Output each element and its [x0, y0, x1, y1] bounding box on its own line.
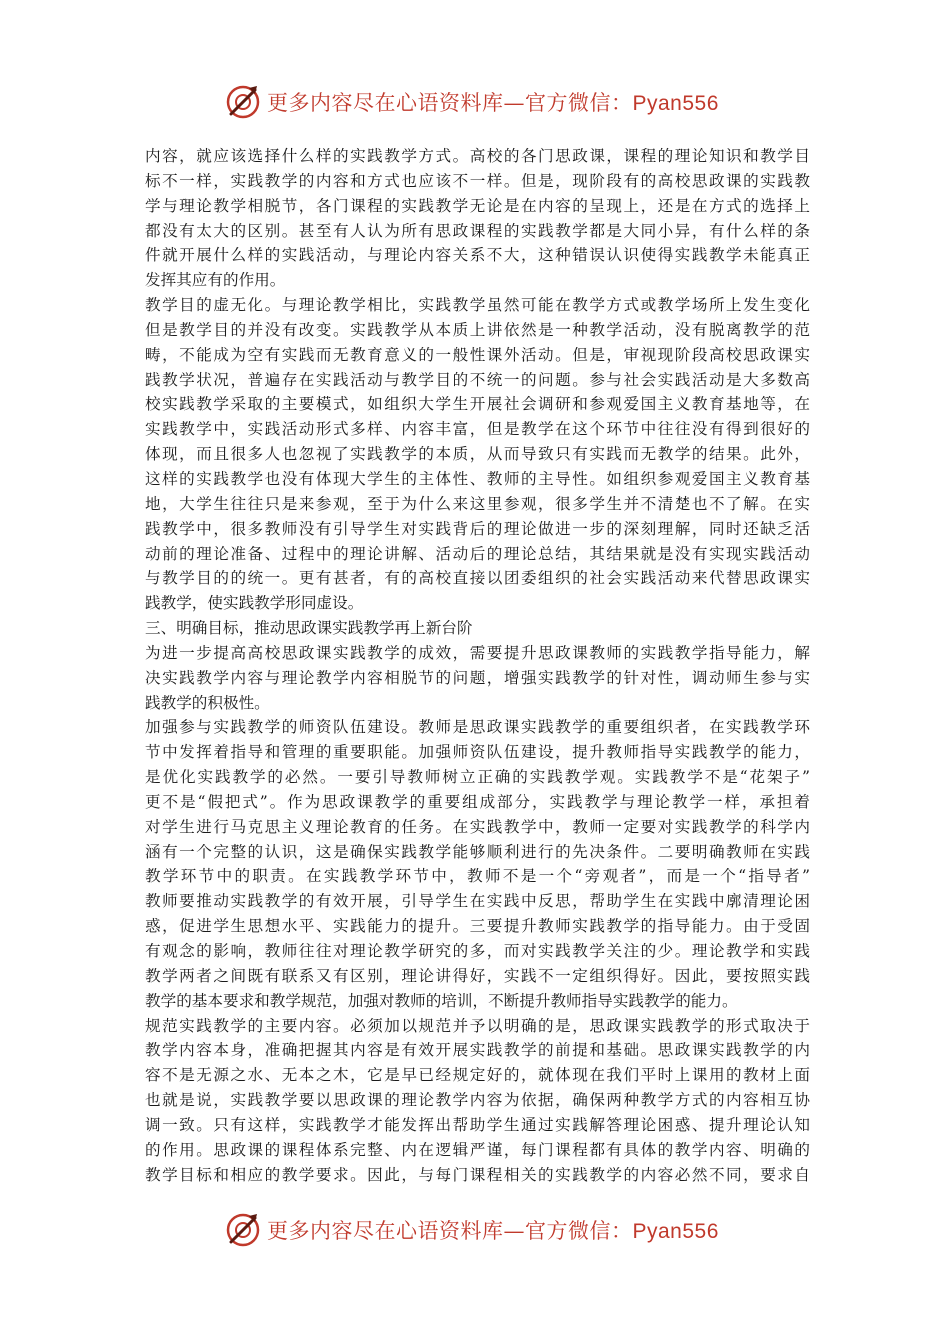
banner-wechat-id: Pyan556: [632, 1220, 719, 1243]
text-line: 容不是无源之水、无本之木，它是早已经规定好的，就体现在我们平时上课用的教材上面: [145, 1066, 810, 1085]
text-line: 规范实践教学的主要内容。必须加以规范并予以明确的是，思政课实践教学的形式取决于: [145, 1016, 810, 1035]
text-line: 践教学状况，普遍存在实践活动与教学目的不统一的问题。参与社会实践活动是大多数高: [145, 370, 810, 389]
text-line: 践教学的积极性。: [145, 693, 270, 712]
text-line: 但是教学目的并没有改变。实践教学从本质上讲依然是一种教学活动，没有脱离教学的范: [145, 320, 810, 339]
logo-icon: [225, 1212, 261, 1248]
text-line: 发挥其应有的作用。: [145, 271, 286, 290]
text-line: 学与理论教学相脱节，各门课程的实践教学无论是在内容的呈现上，还是在方式的选择上: [145, 196, 810, 215]
text-line: 践教学，使实践教学形同虚设。: [145, 594, 364, 613]
text-line: 标不一样，实践教学的内容和方式也应该不一样。但是，现阶段有的高校思政课的实践教: [145, 171, 810, 190]
text-line: 决实践教学内容与理论教学内容相脱节的问题，增强实践教学的针对性，调动师生参与实: [145, 668, 810, 687]
text-line: 为进一步提高高校思政课实践教学的成效，需要提升思政课教师的实践教学指导能力，解: [145, 643, 810, 662]
text-line: 涵有一个完整的认识，这是确保实践教学能够顺利进行的先决条件。二要明确教师在实践: [145, 842, 810, 861]
text-line: 与教学目的的统一。更有甚者，有的高校直接以团委组织的社会实践活动来代替思政课实: [145, 569, 810, 588]
banner-wechat-id: Pyan556: [632, 92, 719, 115]
text-line: 内容，就应该选择什么样的实践教学方式。高校的各门思政课，课程的理论知识和教学目: [145, 147, 810, 165]
text-line: 惑，促进学生思想水平、实践能力的提升。三要提升教师实践教学的指导能力。由于受固: [145, 917, 810, 936]
text-line: 这样的实践教学也没有体现大学生的主体性、教师的主导性。如组织参观爱国主义教育基: [145, 469, 810, 488]
text-line: 教学目的虚无化。与理论教学相比，实践教学虽然可能在教学方式或教学场所上发生变化: [145, 296, 810, 315]
text-line: 教学内容本身，准确把握其内容是有效开展实践教学的前提和基础。思政课实践教学的内: [145, 1041, 810, 1060]
text-line: 都没有太大的区别。甚至有人认为所有思政课程的实践教学都是大同小异，有什么样的条: [145, 221, 810, 240]
text-line: 畴，不能成为空有实践而无教育意义的一般性课外活动。但是，审视现阶段高校思政课实: [145, 345, 810, 364]
text-line: 更不是“假把式”。作为思政课教学的重要组成部分，实践教学与理论教学一样，承担着: [145, 792, 810, 811]
text-line: 教学两者之间既有联系又有区别，理论讲得好，实践不一定组织得好。因此，要按照实践: [145, 966, 810, 985]
text-line: 节中发挥着指导和管理的重要职能。加强师资队伍建设，提升教师指导实践教学的能力，: [145, 743, 810, 762]
text-line: 三、明确目标，推动思政课实践教学再上新台阶: [145, 619, 473, 638]
text-line: 的作用。思政课的课程体系完整、内在逻辑严谨，每门课程都有具体的教学内容、明确的: [145, 1140, 810, 1159]
text-line: 教学的基本要求和教学规范，加强对教师的培训，不断提升教师指导实践教学的能力。: [145, 991, 738, 1010]
text-line: 调一致。只有这样，实践教学才能发挥出帮助学生通过实践解答理论困惑、提升理论认知: [145, 1115, 810, 1134]
banner-text: [267, 87, 719, 117]
text-line: 对学生进行马克思主义理论教育的任务。在实践教学中，教师一定要对实践教学的科学内: [145, 817, 810, 836]
footer-banner: [225, 1210, 745, 1250]
logo-icon: [225, 84, 261, 120]
header-banner: [225, 82, 745, 122]
document-body: [145, 144, 810, 1187]
text-line: 教师要推动实践教学的有效开展，引导学生在实践中反思，帮助学生在实践中廓清理论困: [145, 892, 810, 911]
text-line: 实践教学中，实践活动形式多样、内容丰富，但是教学在这个环节中往往没有得到很好的: [145, 420, 810, 439]
text-line: 是优化实践教学的必然。一要引导教师树立正确的实践教学观。实践教学不是“花架子”: [145, 768, 810, 787]
text-line: 校实践教学采取的主要模式，如组织大学生开展社会调研和参观爱国主义教育基地等，在: [145, 395, 810, 414]
text-line: 件就开展什么样的实践活动，与理论内容关系不大，这种错误认识使得实践教学未能真正: [145, 246, 810, 265]
text-line: 加强参与实践教学的师资队伍建设。教师是思政课实践教学的重要组织者，在实践教学环: [145, 718, 810, 737]
banner-label: 更多内容尽在心语资料库—官方微信：: [267, 91, 633, 115]
text-line: 有观念的影响，教师往往对理论教学研究的多，而对实践教学关注的少。理论教学和实践: [145, 942, 810, 960]
banner-label: 更多内容尽在心语资料库—官方微信：: [267, 1219, 633, 1243]
text-line: 教学环节中的职责。在实践教学环节中，教师不是一个“旁观者”，而是一个“指导者”: [145, 867, 810, 886]
text-line: 也就是说，实践教学要以思政课的理论教学内容为依据，确保两种教学方式的内容相互协: [145, 1091, 810, 1110]
text-line: 践教学中，很多教师没有引导学生对实践背后的理论做进一步的深刻理解，同时还缺乏活: [145, 519, 810, 538]
text-line: 动前的理论准备、过程中的理论讲解、活动后的理论总结，其结果就是没有实现实践活动: [145, 544, 810, 563]
text-line: 教学目标和相应的教学要求。因此，与每门课程相关的实践教学的内容必然不同，要求自: [145, 1165, 810, 1184]
text-line: 体现，而且很多人也忽视了实践教学的本质，从而导致只有实践而无教学的结果。此外，: [145, 445, 810, 464]
text-line: 地，大学生往往只是来参观，至于为什么来这里参观，很多学生并不清楚也不了解。在实: [145, 494, 810, 513]
banner-text: [267, 1215, 719, 1245]
